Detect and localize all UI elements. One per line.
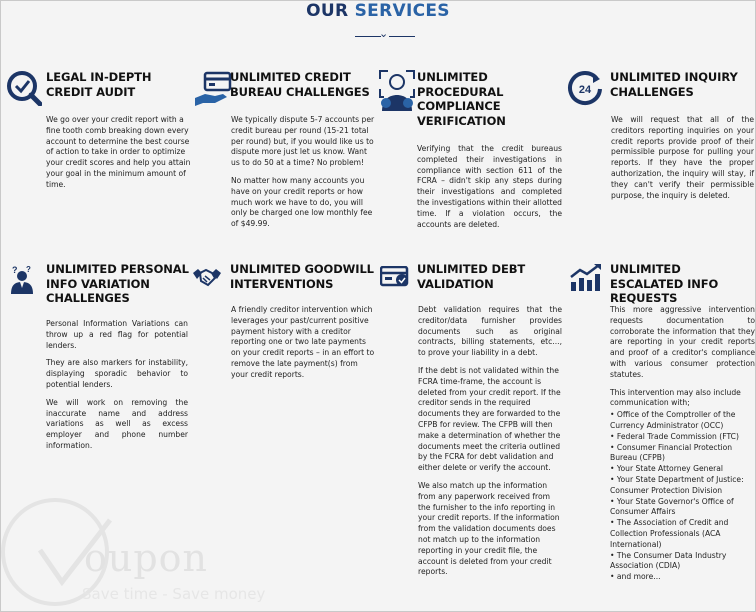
card-body [610, 305, 755, 583]
card-body [231, 305, 377, 388]
section-title [0, 1, 756, 21]
svg-text:?: ? [12, 265, 18, 275]
section-title-part1: OUR [306, 1, 349, 21]
list-item: • The Association of Credit and Collection Professionals (ACA International) [610, 518, 755, 550]
person-question-icon [8, 264, 36, 294]
card-title: UNLIMITED PERSONAL INFO VARIATION CHALLENGES [46, 262, 189, 305]
credit-card-hand-icon [193, 70, 233, 110]
watermark-tagline: Save time - Save money [82, 585, 266, 603]
card-title: UNLIMITED DEBT VALIDATION [417, 262, 526, 291]
debt-card-check-icon [380, 266, 410, 288]
card-paragraph: This more aggressive intervention requests documentation to corroborate the information that they are reporting in your credit reports and proof of a creditor's compliance with various consumer protection statutes. [610, 305, 755, 379]
card-title: UNLIMITED INQUIRY CHALLENGES [610, 70, 738, 99]
card-title: UNLIMITED PROCEDURAL COMPLIANCE VERIFICATION [417, 70, 506, 128]
list-item: • Federal Trade Commission (FTC) [610, 432, 755, 443]
list-item: • Office of the Comptroller of the Currency Administrator (OCC) [610, 410, 755, 432]
card-body [611, 115, 754, 208]
agency-list [610, 410, 755, 583]
growth-chart-icon [569, 263, 603, 291]
list-item: • Your State Department of Justice: Consumer Protection Division [610, 475, 755, 497]
handshake-icon [192, 265, 222, 289]
section-title-part2: SERVICES [354, 1, 450, 21]
list-item: • and more... [610, 572, 755, 583]
card-paragraph: Personal Information Variations can throw up a red flag for potential lenders. [46, 319, 188, 350]
card-body [46, 115, 194, 198]
list-item: • Consumer Financial Protection Bureau (CFPB) [610, 443, 755, 465]
card-title: LEGAL IN-DEPTH CREDIT AUDIT [46, 70, 152, 99]
card-paragraph: We will work on removing the inaccurate name and address variations as well as excess employer and phone number information. [46, 397, 188, 450]
list-item: • Your State Governor's Office of Consumer Affairs [610, 497, 755, 519]
svg-text:?: ? [26, 265, 31, 274]
card-paragraph: We also match up the information from any paperwork received from the furnisher to the info reporting in your credit reports. If the information from the validation documents does not match up to the information reporting in your credit file, the account is deleted from your credit reports. [418, 480, 560, 577]
chevron-down-icon: ⌄ [379, 27, 389, 40]
svg-text:24: 24 [578, 84, 592, 96]
list-item: • The Consumer Data Industry Association (CDIA) [610, 551, 755, 573]
clock-24-icon [567, 71, 603, 107]
card-paragraph: They are also markers for instability, displaying sporadic behavior to potential lenders. [46, 358, 188, 389]
card-paragraph: No matter how many accounts you have on your credit reports or how much work we have to do, you will only be charged one low monthly fee of $49.99. [231, 175, 373, 229]
card-title: UNLIMITED ESCALATED INFO REQUESTS [610, 262, 719, 305]
card-paragraph: This intervention may also include communication with; [610, 387, 741, 408]
title-divider [355, 28, 415, 42]
card-body [231, 115, 377, 237]
card-body [418, 305, 562, 585]
card-body [46, 319, 188, 459]
face-scan-icon [378, 69, 416, 111]
card-title: UNLIMITED CREDIT BUREAU CHALLENGES [230, 70, 370, 99]
card-paragraph: We go over your credit report with a fine tooth comb breaking down every account to determine the best course of action to take in order to optimize your credit scores and help you attain your goal in the minimum amount of time. [46, 115, 191, 189]
card-paragraph: If the debt is not validated within the FCRA time-frame, the account is deleted from your credit report. If the creditor sends in the required documents they are forwarded to the CFPB for review. The CFPB will then make a determination of whether the documents meet the criteria outlined by the FCRA for debt validation and either delete or verify the account. [418, 365, 561, 473]
card-title: UNLIMITED GOODWILL INTERVENTIONS [230, 262, 374, 291]
card-paragraph: We will request that all of the creditors reporting inquiries on your credit reports provide proof of their permissible purpose for pulling your reports. If they have the proper authorization, the inquiry will stay, if they can't verify their permissible purpose, the inquiry is deleted. [611, 115, 754, 200]
card-paragraph: A friendly creditor intervention which leverages your past/current positive payment history with a creditor reporting one or two late payments on your credit reports – in an effort to remove the late payment(s) from your credit reports. [231, 305, 375, 379]
card-body [417, 144, 562, 237]
watermark-brand: oupon [84, 536, 209, 580]
list-item: • Your State Attorney General [610, 464, 755, 475]
card-paragraph: Debt validation requires that the creditor/data furnisher provides documents such as original contracts, billing statements, etc..., to prove your liability in a debt. [418, 305, 562, 358]
card-paragraph: We typically dispute 5-7 accounts per credit bureau per round (15-21 total per round) but, if you would like us to dispute more just let us know. Want us to do 50 at a time? No problem! [231, 115, 375, 168]
card-paragraph: Verifying that the credit bureaus completed their investigations in compliance with section 611 of the FCRA – didn't skip any steps during their investigations and completed the investigations within their allotted time. If a violation occurs, the accounts are deleted. [417, 144, 562, 229]
magnifier-check-icon [6, 70, 42, 106]
